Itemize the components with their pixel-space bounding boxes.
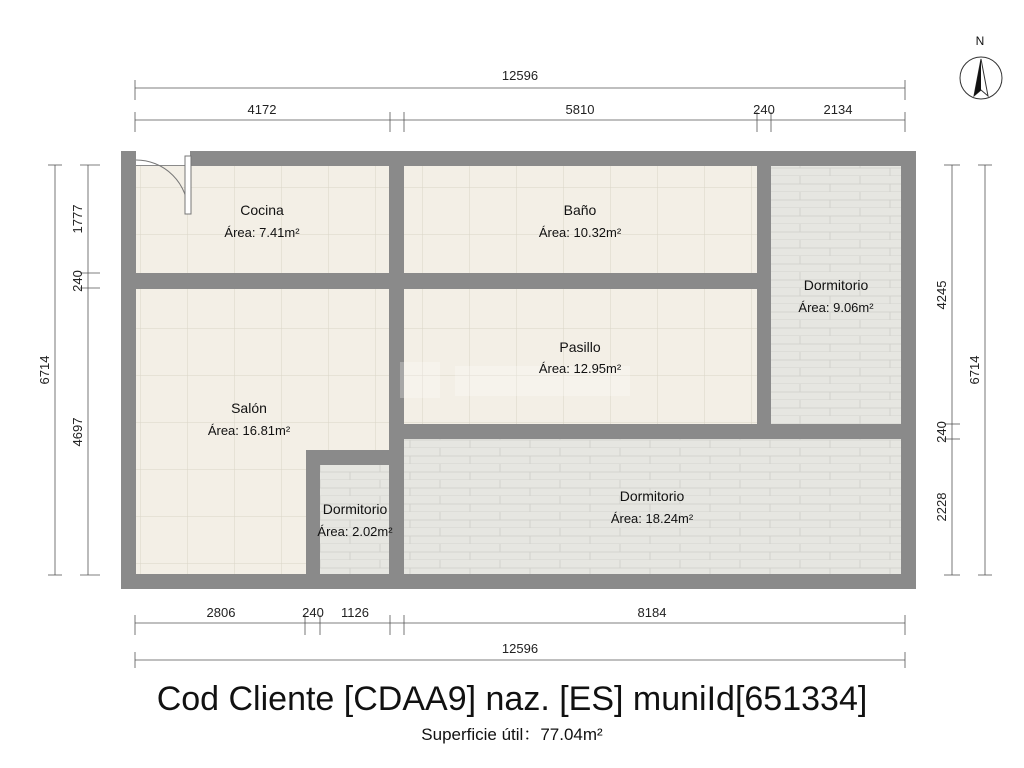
- dim-top-seg-2: 5810: [565, 102, 595, 117]
- dormitorio-se-area: Área: 18.24m²: [610, 511, 694, 526]
- dormitorio-ne-name: Dormitorio: [803, 277, 869, 293]
- dim-bottom-seg-2: 240: [302, 605, 324, 620]
- cocina-area: Área: 7.41m²: [224, 225, 300, 240]
- dormitorio-small-area: Área: 2.02m²: [317, 524, 393, 539]
- dim-left-seg-2: 240: [70, 270, 85, 292]
- cocina-name: Cocina: [240, 202, 284, 218]
- dim-top-seg-3: 240: [753, 102, 775, 117]
- bano-name: Baño: [563, 202, 597, 218]
- room-dormitorio-ne: [771, 166, 901, 424]
- dim-left-total: 6714: [37, 355, 52, 385]
- dim-right-seg-2: 240: [934, 421, 949, 443]
- dim-bottom-total: 12596: [501, 641, 539, 656]
- room-cocina: [136, 166, 389, 273]
- dim-top-seg-1: 4172: [247, 102, 277, 117]
- bano-area: Área: 10.32m²: [538, 225, 622, 240]
- room-dormitorio-se: [404, 439, 901, 574]
- dormitorio-se-name: Dormitorio: [619, 488, 685, 504]
- plan-subtitle: Superficie útil：77.04m²: [421, 725, 603, 744]
- salon-area: Área: 16.81m²: [207, 423, 291, 438]
- plan-title: Cod Cliente [CDAA9] naz. [ES] muniId[651334]: [156, 680, 868, 718]
- north-arrow-icon: [960, 34, 1002, 99]
- dim-top-total: 12596: [501, 68, 539, 83]
- dim-right-total: 6714: [967, 355, 982, 385]
- door-opening: [136, 151, 190, 165]
- room-bano: [404, 166, 757, 273]
- dim-left-seg-3: 4697: [70, 417, 85, 447]
- room-dormitorio-small: [320, 465, 389, 574]
- dim-right-seg-3: 2228: [934, 492, 949, 522]
- pasillo-area: Área: 12.95m²: [538, 361, 622, 376]
- dim-bottom-seg-4: 8184: [637, 605, 667, 620]
- pasillo-name: Pasillo: [559, 339, 601, 355]
- dim-bottom-seg-1: 2806: [206, 605, 236, 620]
- dim-right-seg-1: 4245: [934, 280, 949, 310]
- dim-top-seg-4: 2134: [823, 102, 853, 117]
- compass-label: N: [975, 34, 985, 48]
- dim-left-seg-1: 1777: [70, 204, 85, 234]
- room-pasillo: [404, 289, 757, 424]
- dim-bottom-seg-3: 1126: [341, 605, 369, 620]
- salon-name: Salón: [231, 400, 267, 416]
- dormitorio-ne-area: Área: 9.06m²: [798, 300, 874, 315]
- dormitorio-small-name: Dormitorio: [322, 501, 388, 517]
